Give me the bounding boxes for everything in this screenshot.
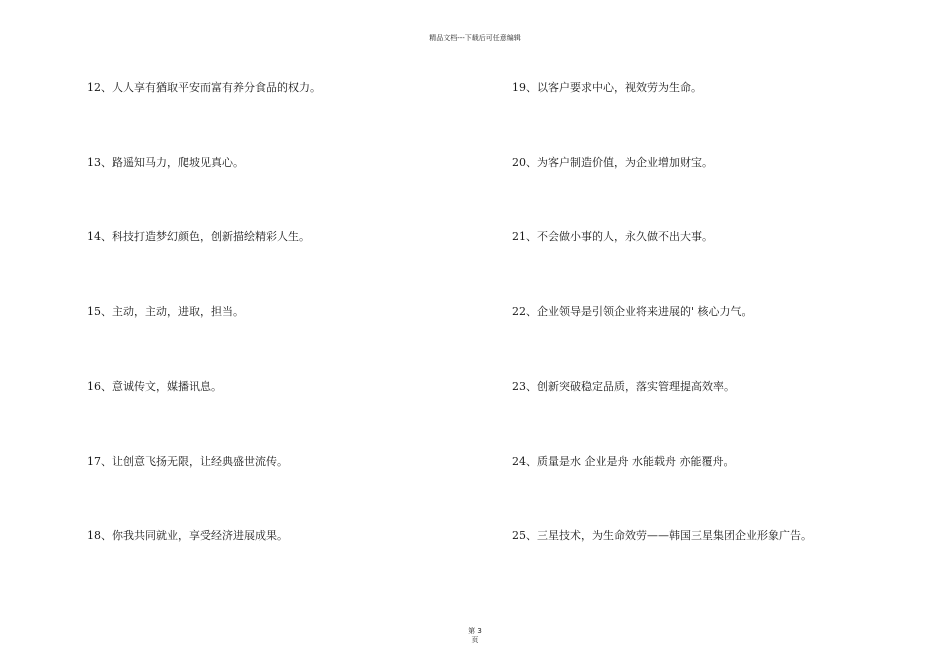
document-header: 精品文档---下载后可任意编辑 <box>429 34 521 42</box>
page-number-line2: 页 <box>471 636 479 644</box>
list-item: 15、主动，主动，进取，担当。 <box>87 305 244 318</box>
list-item: 24、质量是水 企业是舟 水能载舟 亦能覆舟。 <box>512 455 735 468</box>
list-item: 20、为客户制造价值，为企业增加财宝。 <box>512 156 713 169</box>
list-item: 17、让创意飞扬无限，让经典盛世流传。 <box>87 455 288 468</box>
list-item: 25、三星技术，为生命效劳——韩国三星集团企业形象广告。 <box>512 529 812 542</box>
list-item: 14、科技打造梦幻颜色，创新描绘精彩人生。 <box>87 230 310 243</box>
page-number-line1: 第 3 <box>468 627 482 635</box>
list-item: 13、路遥知马力，爬坡见真心。 <box>87 156 244 169</box>
list-item: 22、企业领导是引领企业将来进展的' 核心力气。 <box>512 305 753 318</box>
left-column <box>87 0 507 672</box>
list-item: 16、意诚传文，媒播讯息。 <box>87 380 222 393</box>
list-item: 18、你我共同就业，享受经济进展成果。 <box>87 529 288 542</box>
list-item: 23、创新突破稳定品质，落实管理提高效率。 <box>512 380 735 393</box>
list-item: 19、以客户要求中心，视效劳为生命。 <box>512 81 702 94</box>
list-item: 12、人人享有猶取平安而富有养分食品的权力。 <box>87 81 321 94</box>
page-number <box>0 627 950 645</box>
list-item: 21、不会做小事的人，永久做不出大事。 <box>512 230 713 243</box>
right-column <box>512 0 932 672</box>
